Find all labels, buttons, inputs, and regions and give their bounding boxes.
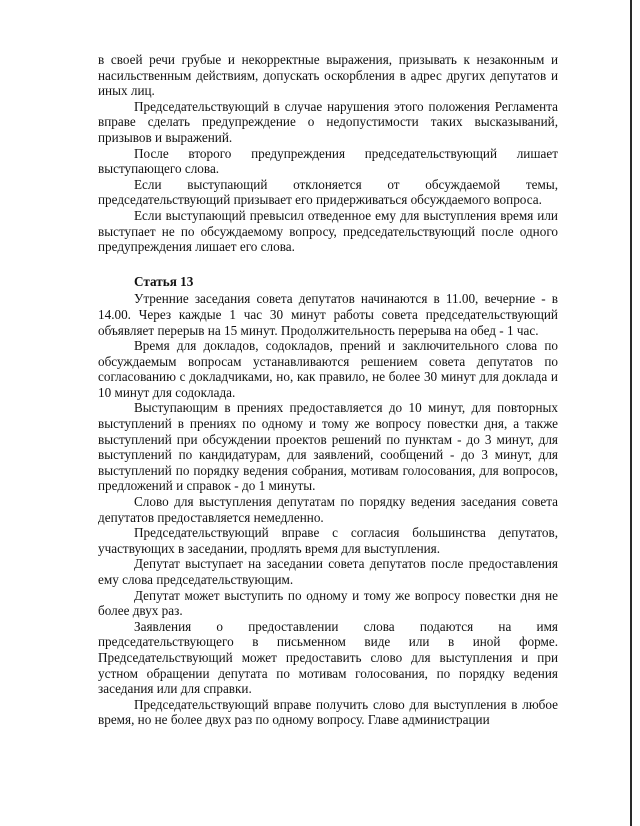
paragraph: Председательствующий вправе с согласия большинства депутатов, участвующих в заседании, продлять время для выступления.	[98, 525, 558, 556]
paragraph: После второго предупреждения председательствующий лишает выступающего слова.	[98, 145, 558, 177]
paragraph: в своей речи грубые и некорректные выражения, призывать к незаконным и насильственным действиям, допускать оскорбления в адрес других депутатов и иных лиц.	[98, 52, 558, 99]
paragraph: Депутат выступает на заседании совета депутатов после предоставления ему слова председательствующим.	[98, 556, 558, 587]
paragraph: Председательствующий вправе получить слово для выступления в любое время, но не более двух раз по одному вопросу. Главе администрации	[98, 696, 558, 728]
paragraph: Выступающим в прениях предоставляется до 10 минут, для повторных выступлений в прениях по одному и тому же вопросу повестки дня, а также выступлений при обсуждении проектов решений по пунктам - до 3 минут, для выступлений по кандидатурам, для заявлений, сообщений - до 3 минут, для выступлений по порядку ведения собрания, мотивам голосования, для вопросов, предложений и справок - до 1 минуты.	[98, 400, 558, 494]
paragraph: Заявления о предоставлении слова подаются на имя председательствующего в письменном виде или в иной форме. Председательствующий может предоставить слово для выступления и при устном обращении депутата по мотивам голосования, по порядку ведения заседания или для справки.	[98, 618, 558, 697]
paragraph: Если выступающий превысил отведенное ему для выступления время или выступает не по обсуждаемому вопросу, председательствующий после одного предупреждения лишает его слова.	[98, 207, 558, 255]
paragraph: Слово для выступления депутатам по порядку ведения заседания совета депутатов предоставляется немедленно.	[98, 494, 558, 525]
paragraph: Если выступающий отклоняется от обсуждаемой темы, председательствующий призывает его придерживаться обсуждаемого вопроса.	[98, 176, 558, 208]
scan-edge-shadow	[630, 0, 632, 826]
paragraph: Время для докладов, содокладов, прений и заключительного слова по обсуждаемым вопросам устанавливаются решением совета депутатов по согласованию с докладчиками, но, как правило, не более 30 минут для доклада и 10 минут для содоклада.	[98, 338, 558, 400]
paragraph: Председательствующий в случае нарушения этого положения Регламента вправе сделать предупреждение о недопустимости таких высказываний, призывов и выражений.	[98, 98, 558, 145]
paragraph: Депутат может выступить по одному и тому же вопросу повестки дня не более двух раз.	[98, 587, 558, 619]
document-body	[98, 52, 558, 728]
article-title: Статья 13	[134, 273, 194, 289]
paragraph: Утренние заседания совета депутатов начинаются в 11.00, вечерние - в 14.00. Через каждые 1 час 30 минут работы совета председательствующий объявляет перерыв на 15 минут. Продолжительность перерыва на обед - 1 час.	[98, 291, 558, 338]
